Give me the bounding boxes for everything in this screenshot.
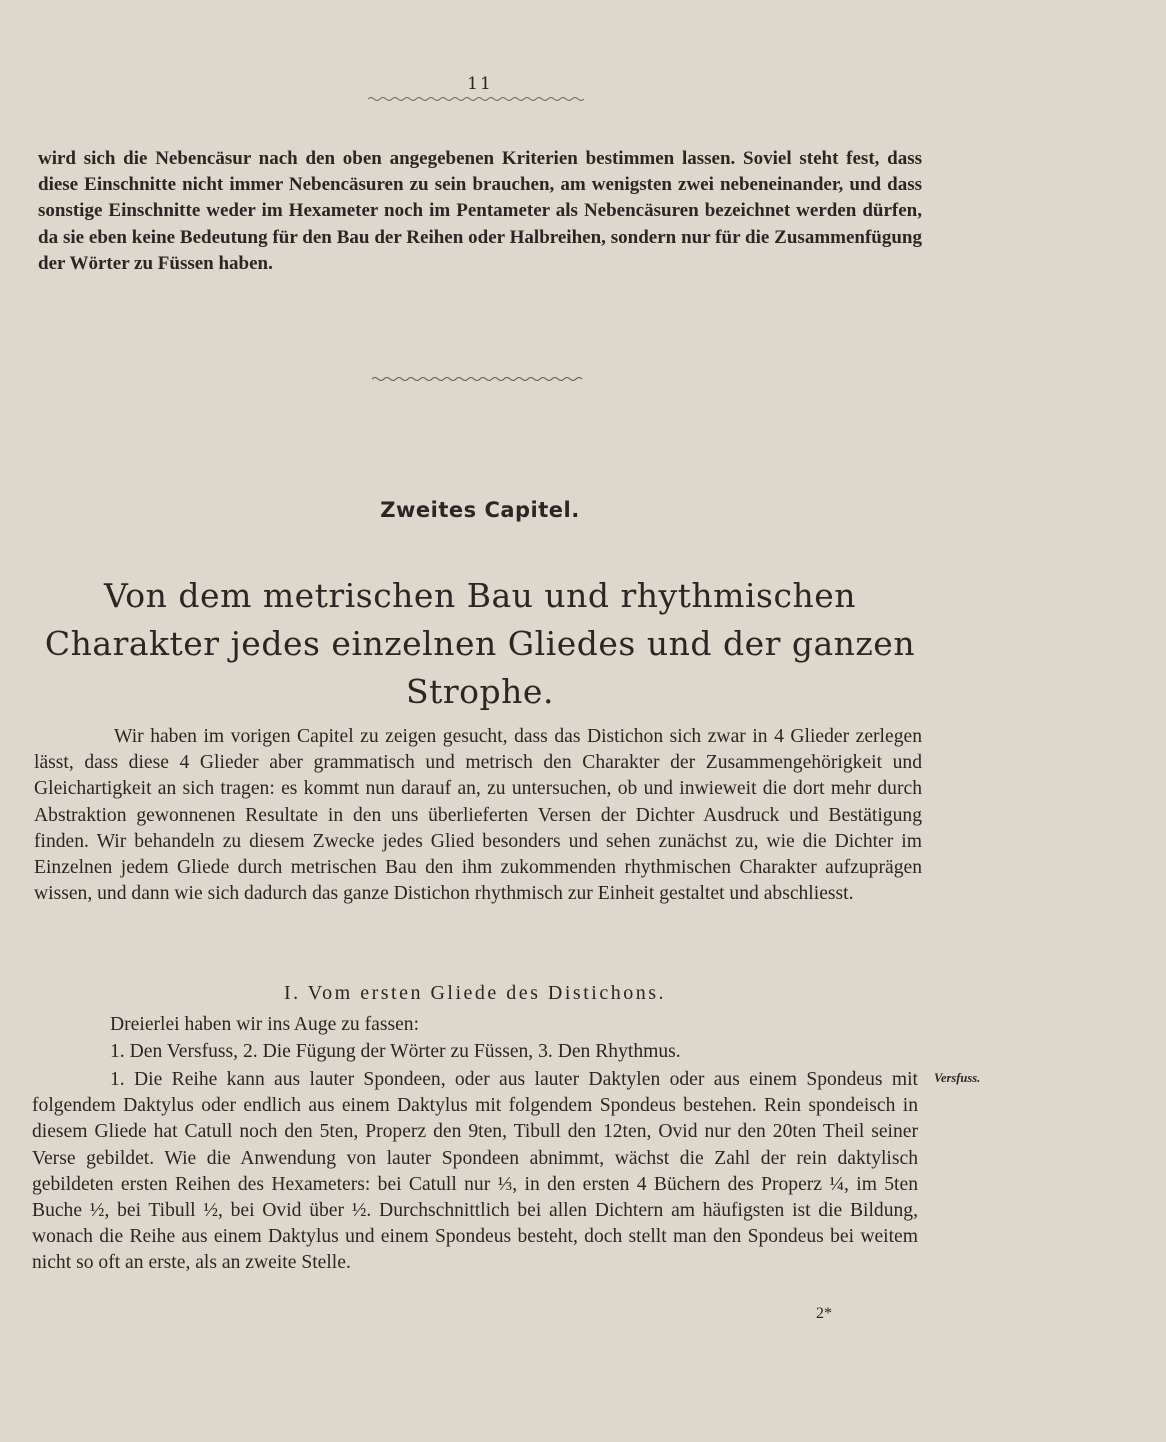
section-heading: I. Vom ersten Gliede des Distichons. bbox=[283, 982, 666, 1004]
intro-paragraph: Wir haben im vorigen Capitel zu zeigen gesucht, dass das Distichon sich zwar in 4 Glieder zerlegen lässt, dass diese 4 Glieder aber grammatisch und metrisch den Charakter der Zusammengehörigkeit und Gleichartigkeit an sich tragen: es kommt nun darauf an, zu untersuchen, ob und inwieweit die dort mehr durch Abstraktion gewonnenen Resultate in den uns überlieferten Versen der Dichter Ausdruck und Bestätigung finden. Wir behandeln zu diesem Zwecke jedes Glied besonders und sehen zunächst zu, wie die Dichter im Einzelnen jedem Gliede durch metrischen Bau den ihm zukommenden rhythmischen Charakter aufzuprägen wissen, und dann wie sich dadurch das ganze Distichon rhythmisch zur Einheit gestaltet und abschliesst. bbox=[34, 726, 922, 905]
chapter-title: Von dem metrischen Bau und rhythmischen Charakter jedes einzelnen Gliedes und der ganzen Strophe. bbox=[44, 576, 916, 711]
margin-note: Versfuss. bbox=[934, 1071, 981, 1085]
section-paragraph: 1. Die Reihe kann aus lauter Spondeen, oder aus lauter Daktylen oder aus einem Spondeus mit folgendem Daktylus oder endlich aus einem Daktylus mit folgendem Spondeus bestehen. Rein spondeisch in diesem Gliede hat Catull noch den 5ten, Properz den 9ten, Tibull den 12ten, Ovid nur den 20ten Theil seiner Verse gebildet. Wie die Anwendung von lauter Spondeen abnimmt, wächst die Zahl der rein daktylisch gebildeten ersten Reihen des Hexameters: bei Catull nur ⅓, in den ersten 4 Büchern des Properz ¼, im 5ten Buche ½, bei Tibull ½, bei Ovid über ½. Durchschnittlich bei allen Dichtern am häufigsten ist die Bildung, wonach die Reihe aus einem Daktylus und einem Spondeus besteht, doch stellt man den Spondeus bei weitem nicht so oft an erste, als an zweite Stelle. bbox=[32, 1069, 918, 1274]
page-number: 11 bbox=[467, 74, 493, 94]
chapter-label: Zweites Capitel. bbox=[380, 498, 580, 522]
signature-mark: 2* bbox=[816, 1305, 832, 1322]
section-line-1: Dreierlei haben wir ins Auge zu fassen: bbox=[110, 1014, 420, 1035]
ornamental-rule-divider bbox=[372, 376, 584, 382]
ornamental-rule-top bbox=[368, 96, 586, 102]
continuation-paragraph: wird sich die Nebencäsur nach den oben angegebenen Kriterien bestimmen lassen. Soviel steht fest, dass diese Einschnitte nicht immer Nebencäsuren zu sein brauchen, am wenigsten zwei nebeneinander, und dass sonstige Einschnitte weder im Hexameter noch im Pentameter als Nebencäsuren bezeichnet werden dürfen, da sie eben keine Bedeutung für den Bau der Reihen oder Halbreihen, sondern nur für die Zusammenfügung der Wörter zu Füssen haben. bbox=[38, 148, 922, 274]
section-line-2: 1. Den Versfuss, 2. Die Fügung der Wörter zu Füssen, 3. Den Rhythmus. bbox=[110, 1041, 681, 1062]
